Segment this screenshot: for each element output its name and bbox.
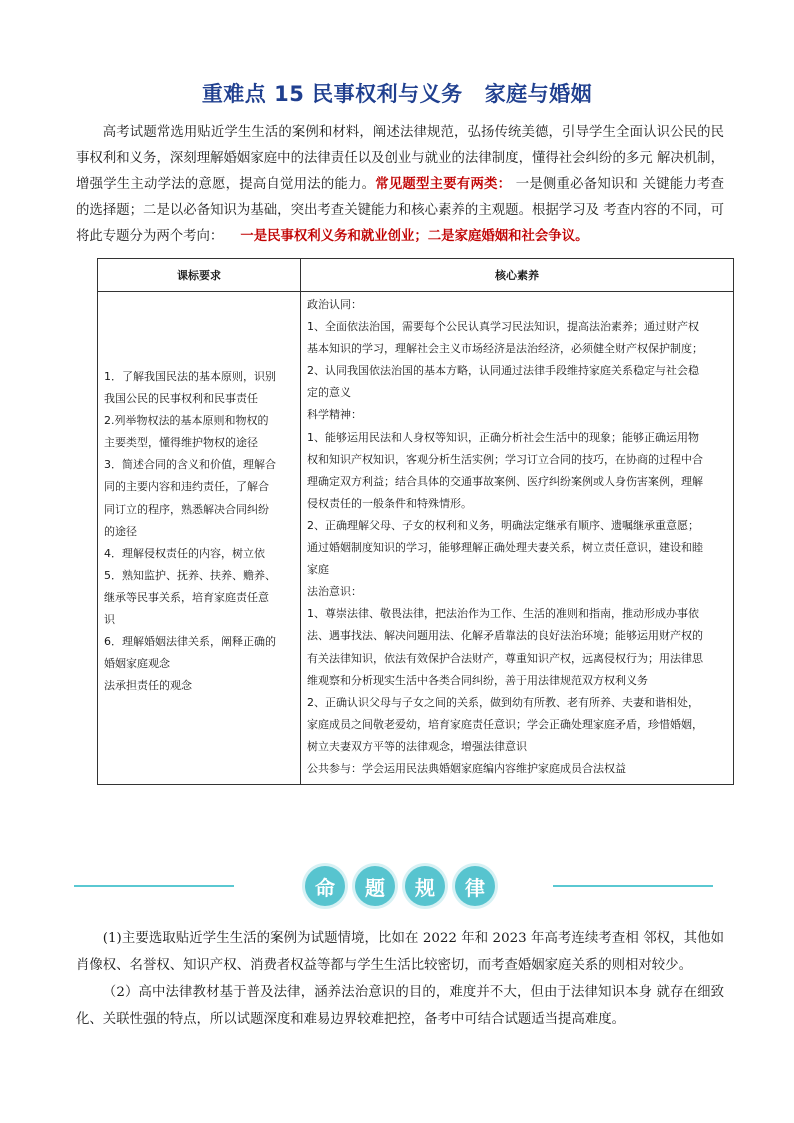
banner-char: 律 (455, 866, 495, 906)
table-line: 我国公民的民事权利和民事责任 (104, 392, 258, 406)
table-line: 基本知识的学习，理解社会主义市场经济是法治经济，必须健全财产权保护制度； (307, 342, 703, 356)
table-line: 法治意识： (307, 585, 362, 599)
banner-char: 规 (405, 866, 445, 906)
table-line: 科学精神： (307, 408, 362, 422)
table-line: 同订立的程序，熟悉解决合同纠纷 (104, 502, 269, 516)
table-line: 法承担责任的观念 (104, 679, 192, 693)
table-line: 家庭成员之间敬老爱幼，培育家庭责任意识；学会正确处理家庭矛盾，珍惜婚姻， (307, 717, 703, 731)
standards-cell (98, 292, 301, 785)
table-header-row (98, 259, 734, 292)
intro-highlight-directions: 一是民事权利义务和就业创业；二是家庭婚姻和社会争议。 (240, 229, 589, 244)
intro-highlight-types: 常见题型主要有两类： (375, 177, 512, 192)
table-line: 侵权责任的一般条件和特殊情形。 (307, 496, 472, 510)
table-line: 通过婚姻制度知识的学习，能够理解正确处理夫妻关系，树立责任意识，建设和睦 (307, 541, 703, 555)
banner-char: 命 (305, 866, 345, 906)
intro-paragraph (76, 120, 724, 250)
rule-paragraph-1: (1)主要选取贴近学生生活的案例为试题情境，比如在 2022 年和 2023 年高考连续考查相 邻权，其他如肖像权、名誉权、知识产权、消费者权益等都与学生生活比较密切，而考查婚姻家庭关系的则相对较少。 (76, 931, 724, 973)
intro-text-before: 高考试题常选用贴近学生生活的案例和材料，阐述法律规范，弘扬传统美德，引导学生全面认识公民的民事权利和义务，深刻理解婚姻家庭中的法律责任以及创业与就业的法律制度，懂得社会纠纷的多元 解决机制，增强学生主动学法的意愿，提高自觉用法的能力。 (76, 125, 724, 192)
table-line: 识 (104, 613, 115, 627)
table-line: 6．理解婚姻法律关系，阐释正确的 (104, 635, 276, 649)
table-line: 婚姻家庭观念 (104, 657, 170, 671)
table-line: 公共参与：学会运用民法典婚姻家庭编内容维护家庭成员合法权益 (307, 761, 626, 775)
table-line: 继承等民事关系，培育家庭责任意 (104, 590, 269, 604)
table-line: 2.列举物权法的基本原则和物权的 (104, 414, 269, 428)
table-line: 政治认同： (307, 298, 362, 311)
header-standards: 课标要求 (98, 259, 301, 292)
table-line: 5．熟知监护、抚养、扶养、赡养、 (104, 568, 276, 582)
banner-circles (305, 866, 495, 906)
rule-paragraph-2: （2）高中法律教材基于普及法律，涵养法治意识的目的，难度并不大，但由于法律知识本身 就存在细致化、关联性强的特点，所以试题深度和难易边界较难把控，备考中可结合试题适当提高难度。 (76, 985, 724, 1027)
table-line: 同的主要内容和违约责任，了解合 (104, 480, 269, 494)
page-title (0, 78, 794, 108)
table-line: 1、能够运用民法和人身权等知识，正确分析社会生活中的现象；能够正确运用物 (307, 430, 699, 444)
table-line: 2、正确理解父母、子女的权利和义务，明确法定继承有顺序、遗嘱继承重意愿； (307, 518, 699, 532)
section-banner (0, 866, 794, 906)
table-line: 2、正确认识父母与子女之间的关系，做到幼有所教、老有所养、夫妻和谐相处， (307, 695, 699, 709)
table-line: 树立夫妻双方平等的法律观念，增强法律意识 (307, 739, 527, 753)
table-line: 4．理解侵权责任的内容，树立依 (104, 546, 265, 560)
banner-line-left (74, 885, 234, 887)
table-line: 主要类型，懂得维护物权的途径 (104, 436, 258, 450)
table-line: 维观察和分析现实生活中各类合同纠纷，善于用法律规范双方权利义务 (307, 673, 648, 687)
table-line: 定的意义 (307, 386, 351, 400)
standards-table (97, 258, 734, 785)
table-line: 法、遇事找法、解决问题用法、化解矛盾靠法的良好法治环境；能够运用财产权的 (307, 629, 703, 643)
banner-char: 题 (355, 866, 395, 906)
table-line: 的途径 (104, 524, 137, 538)
title-part2: 家庭与婚姻 (484, 82, 593, 106)
table-line: 1．了解我国民法的基本原则，识别 (104, 370, 276, 383)
header-competencies: 核心素养 (301, 259, 734, 292)
table-line: 理确定双方利益；结合具体的交通事故案例、医疗纠纷案例或人身伤害案例，理解 (307, 474, 703, 488)
table-line: 3．简述合同的含义和价值，理解合 (104, 458, 276, 472)
banner-line-right (553, 885, 713, 887)
table-row (98, 292, 734, 785)
title-part1: 重难点 15 民事权利与义务 (201, 82, 463, 106)
table-line: 1、全面依法治国，需要每个公民认真学习民法知识，提高法治素养；通过财产权 (307, 320, 699, 334)
table-line: 权和知识产权知识，客观分析生活实例；学习订立合同的技巧，在协商的过程中合 (307, 452, 703, 466)
rules-section (76, 925, 724, 1033)
competencies-cell (301, 292, 734, 785)
table-line: 有关法律知识，依法有效保护合法财产，尊重知识产权，远离侵权行为；用法律思 (307, 651, 703, 665)
table-line: 家庭 (307, 563, 329, 577)
table-line: 1、尊崇法律、敬畏法律，把法治作为工作、生活的准则和指南，推动形成办事依 (307, 607, 699, 621)
intro-text-middle: 一是侧重必备知识和 关键能力考查的选择题；二是以必备知识为基础，突出考查关键能力和核心素养的主观题。根据学习及 考查内容的不同，可将此专题分为两个考向： (76, 177, 724, 244)
table-line: 2、认同我国依法治国的基本方略，认同通过法律手段维持家庭关系稳定与社会稳 (307, 364, 699, 378)
